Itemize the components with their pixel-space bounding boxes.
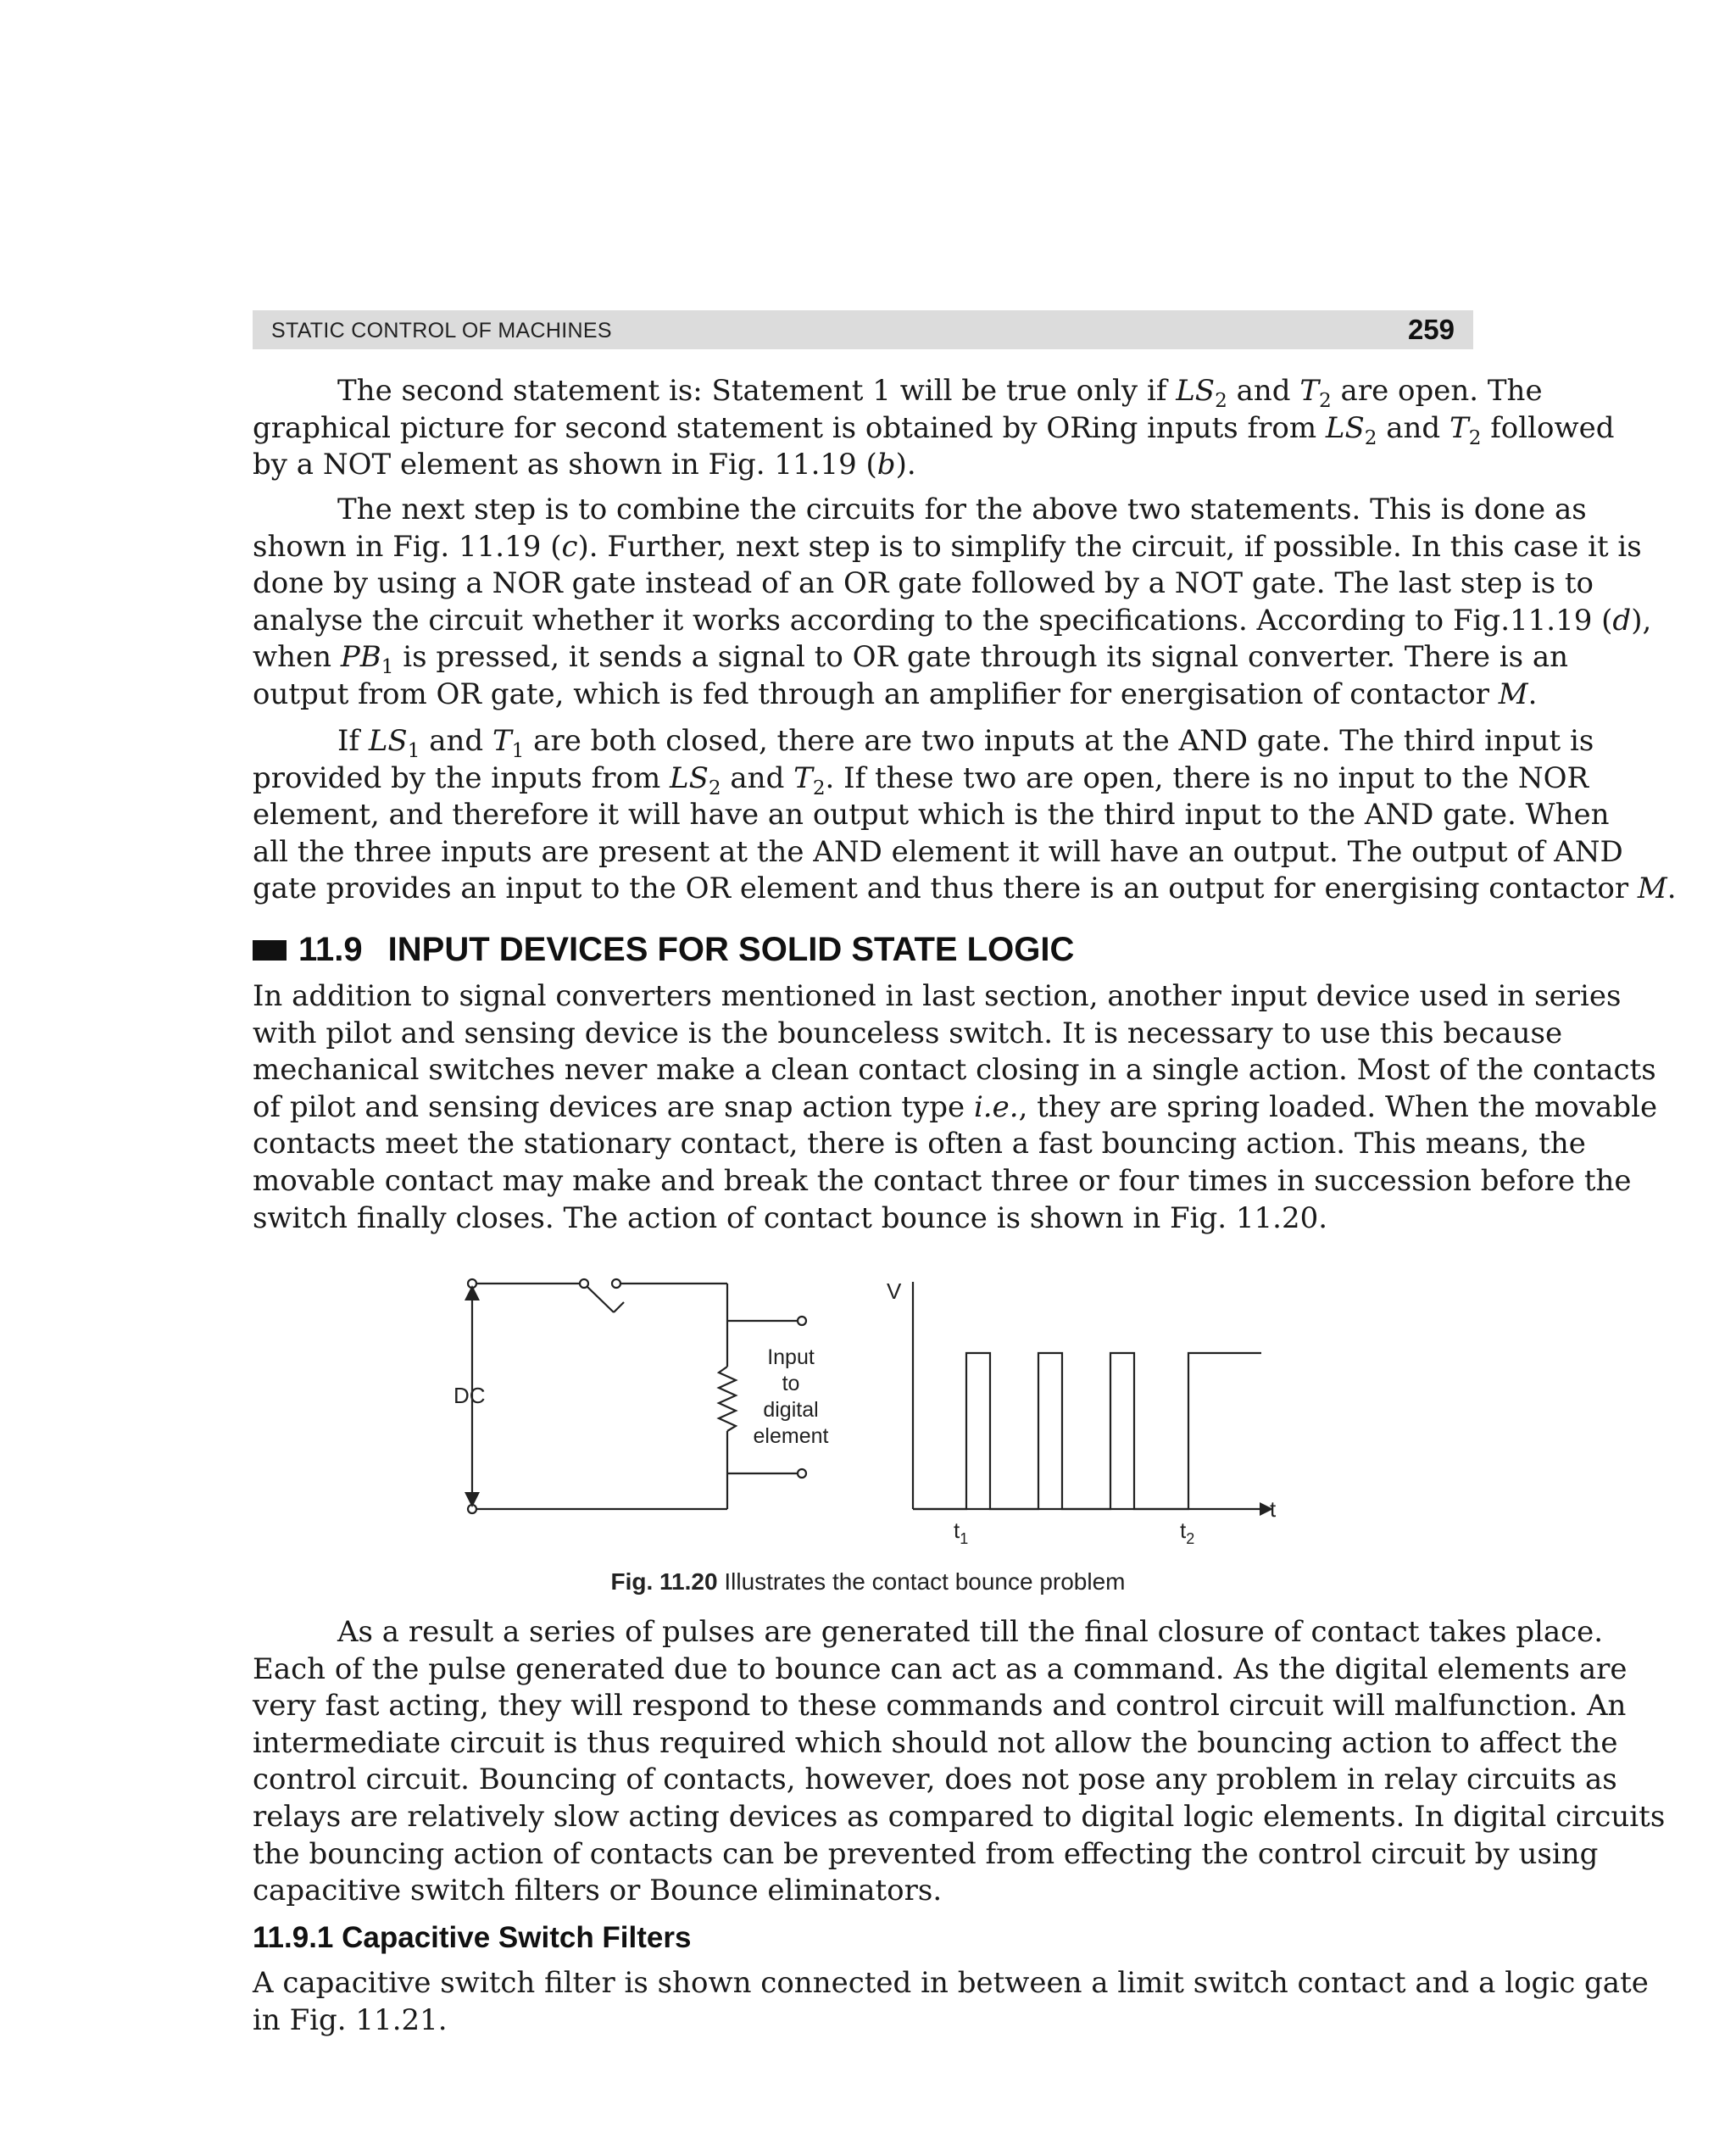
arrow-up-icon xyxy=(465,1285,480,1300)
text-line: contacts meet the stationary contact, there is often a fast bouncing action. This means, the xyxy=(253,1127,1586,1161)
section-title: INPUT DEVICES FOR SOLID STATE LOGIC xyxy=(387,931,1075,968)
text-line: done by using a NOR gate instead of an OR gate followed by a NOT gate. The last step is to xyxy=(253,566,1594,601)
section-number: 11.9 xyxy=(298,931,363,968)
paragraph-statement-two xyxy=(253,373,1615,484)
switch-blade xyxy=(587,1287,614,1312)
text-line: when $PB_1$ is pressed, it sends a signal to OR gate through its signal converter. There is an xyxy=(253,640,1569,679)
time-axis-label: t xyxy=(1270,1496,1277,1522)
t2-label: $t_2$ xyxy=(1180,1518,1195,1547)
input-label-line: digital xyxy=(763,1398,819,1422)
text-line: of pilot and sensing devices are snap action type i.e., they are spring loaded. When the movable xyxy=(253,1089,1658,1124)
t1-label: $t_1$ xyxy=(954,1518,969,1547)
paragraph-bounceless-switch xyxy=(253,978,1658,1237)
text-line: A capacitive switch filter is shown connected in between a limit switch contact and a logic gate xyxy=(253,1966,1649,2000)
text-line: gate provides an input to the OR element and thus there is an output for energising contactor M. xyxy=(253,872,1677,906)
voltage-axis-label: V xyxy=(887,1278,902,1304)
output-terminal-icon xyxy=(798,1469,806,1478)
switch-contact-icon xyxy=(580,1279,588,1288)
section-heading xyxy=(253,931,1074,969)
switch-blade-tip xyxy=(614,1302,624,1312)
paragraph-pulse-series xyxy=(253,1614,1666,1910)
bounce-waveform xyxy=(913,1353,1261,1509)
text-line: provided by the inputs from $LS_2$ and $T_2$. If these two are open, there is no input to the NOR xyxy=(253,760,1589,799)
text-line: element, and therefore it will have an output which is the third input to the AND gate. When xyxy=(253,798,1610,833)
text-line: with pilot and sensing device is the bounceless switch. It is necessary to use this because xyxy=(253,1016,1563,1050)
dc-label: DC xyxy=(453,1383,486,1408)
text-line: Each of the pulse generated due to bounce can act as a command. As the digital elements are xyxy=(253,1651,1628,1686)
arrow-down-icon xyxy=(465,1492,480,1507)
contact-bounce-diagram xyxy=(271,1246,1305,1560)
text-line: control circuit. Bouncing of contacts, however, does not pose any problem in relay circuits as xyxy=(253,1763,1617,1797)
text-line: capacitive switch filters or Bounce eliminators. xyxy=(253,1874,943,1908)
text-line: in Fig. 11.21. xyxy=(253,2002,448,2037)
section-bullet-icon xyxy=(253,940,287,961)
text-line: The second statement is: Statement 1 will be true only if $LS_2$ and $T_2$ are open. The xyxy=(337,374,1543,413)
text-line: If $LS_1$ and $T_1$ are both closed, there are two inputs at the AND gate. The third input is xyxy=(337,724,1594,763)
text-line: by a NOT element as shown in Fig. 11.19 (b). xyxy=(253,448,916,482)
figure-caption-text: Illustrates the contact bounce problem xyxy=(717,1568,1126,1595)
page-number: 259 xyxy=(1407,314,1455,345)
running-header xyxy=(253,310,1473,349)
text-line: output from OR gate, which is fed through an amplifier for energisation of contactor M. xyxy=(253,677,1538,711)
output-terminal-icon xyxy=(798,1317,806,1325)
text-line: mechanical switches never make a clean contact closing in a single action. Most of the contacts xyxy=(253,1053,1656,1088)
text-line: intermediate circuit is thus required which should not allow the bouncing action to affect the xyxy=(253,1725,1618,1760)
paragraph-capacitive-filter xyxy=(253,1965,1649,2039)
figure-label: Fig. 11.20 xyxy=(610,1568,718,1595)
text-line: As a result a series of pulses are generated till the final closure of contact takes place. xyxy=(337,1615,1604,1649)
text-line: all the three inputs are present at the AND element it will have an output. The output of AND xyxy=(253,834,1623,869)
text-line: graphical picture for second statement is obtained by ORing inputs from $LS_2$ and $T_2$ followed xyxy=(253,410,1615,449)
text-line: the bouncing action of contacts can be prevented from effecting the control circuit by using xyxy=(253,1836,1599,1871)
running-title: STATIC CONTROL OF MACHINES xyxy=(271,319,612,343)
switch-contact-icon xyxy=(612,1279,620,1288)
text-line: In addition to signal converters mentioned in last section, another input device used in series xyxy=(253,979,1622,1013)
figure-caption xyxy=(0,1568,1736,1596)
text-line: analyse the circuit whether it works according to the specifications. According to Fig.11.19 (d), xyxy=(253,603,1652,638)
text-line: very fast acting, they will respond to these commands and control circuit will malfunction. An xyxy=(253,1689,1627,1724)
text-line: switch finally closes. The action of contact bounce is shown in Fig. 11.20. xyxy=(253,1200,1328,1235)
text-line: relays are relatively slow acting devices as compared to digital logic elements. In digital circuits xyxy=(253,1799,1666,1834)
input-label-line: to xyxy=(782,1372,800,1395)
input-label-line: element xyxy=(753,1424,829,1448)
text-line: movable contact may make and break the contact three or four times in succession before the xyxy=(253,1163,1632,1198)
text-line: The next step is to combine the circuits for the above two statements. This is done as xyxy=(337,493,1587,526)
figure-contact-bounce xyxy=(271,1246,1305,1560)
resistor-icon xyxy=(719,1367,736,1431)
paragraph-and-gate xyxy=(253,723,1677,908)
paragraph-combine-circuits xyxy=(253,492,1652,714)
subsection-heading: 11.9.1 Capacitive Switch Filters xyxy=(253,1921,692,1954)
input-label-line: Input xyxy=(767,1345,815,1369)
text-line: shown in Fig. 11.19 (c). Further, next step is to simplify the circuit, if possible. In this case it is xyxy=(253,529,1642,564)
